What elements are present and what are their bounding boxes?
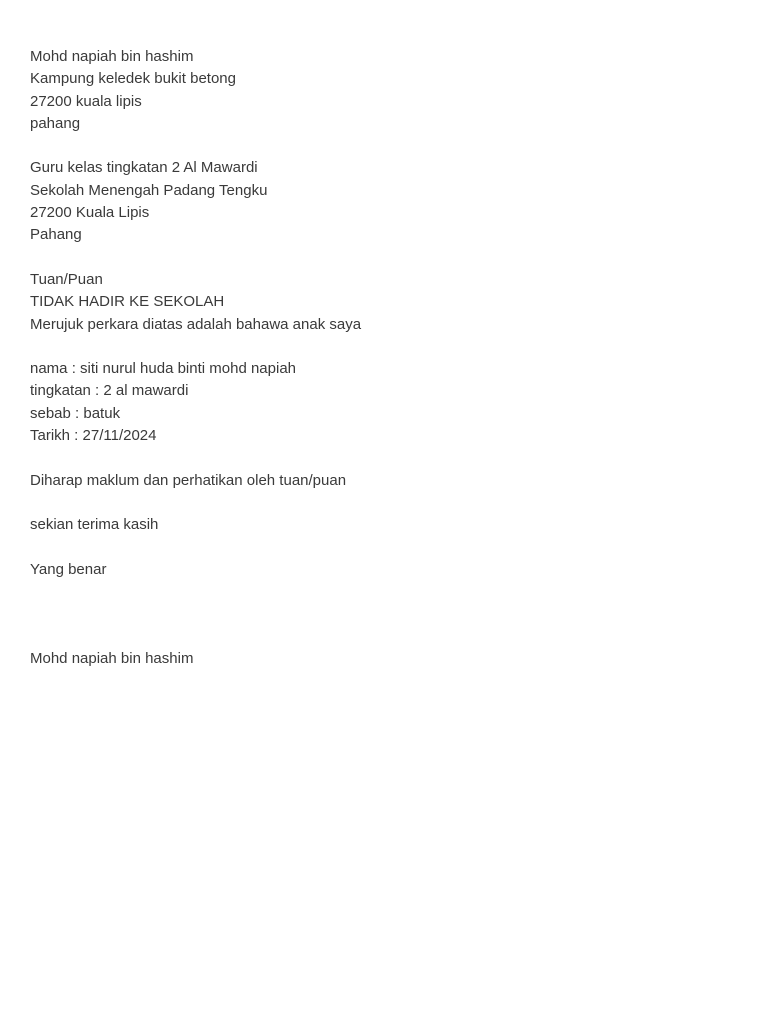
request-line: Diharap maklum dan perhatikan oleh tuan/puan [30, 471, 347, 489]
signature-space [30, 581, 730, 648]
student-details [30, 358, 730, 447]
recipient-line: Guru kelas tingkatan 2 Al Mawardi [30, 159, 258, 177]
spacer [30, 447, 730, 469]
sender-name: Mohd napiah bin hashim [30, 48, 194, 65]
detail-name: nama : siti nurul huda binti mohd napiah [30, 360, 297, 378]
recipient-line: Sekolah Menengah Padang Tengku [30, 181, 268, 199]
intro-line: Merujuk perkara diatas adalah bahawa anak saya [30, 315, 362, 333]
sender-address-line: Kampung keledek bukit betong [30, 70, 236, 88]
subject-line: TIDAK HADIR KE SEKOLAH [30, 293, 225, 311]
closing-line: Yang benar [30, 560, 107, 578]
spacer [30, 492, 730, 514]
salutation: Tuan/Puan [30, 270, 103, 288]
spacer [30, 247, 730, 269]
spacer [30, 336, 730, 358]
detail-reason: sebab : batuk [30, 404, 121, 422]
recipient-line: Pahang [30, 226, 82, 244]
sender-block [30, 46, 730, 135]
spacer [30, 537, 730, 559]
detail-date: Tarikh : 27/11/2024 [30, 427, 157, 445]
signature-name: Mohd napiah bin hashim [30, 650, 194, 668]
recipient-line: 27200 Kuala Lipis [30, 204, 150, 222]
sender-address-line: 27200 kuala lipis [30, 92, 142, 110]
spacer [30, 135, 730, 157]
detail-class: tingkatan : 2 al mawardi [30, 382, 189, 400]
recipient-block [30, 157, 730, 246]
sender-address-line: pahang [30, 114, 81, 132]
thanks-line: sekian terima kasih [30, 516, 159, 534]
letter-document [30, 46, 730, 670]
